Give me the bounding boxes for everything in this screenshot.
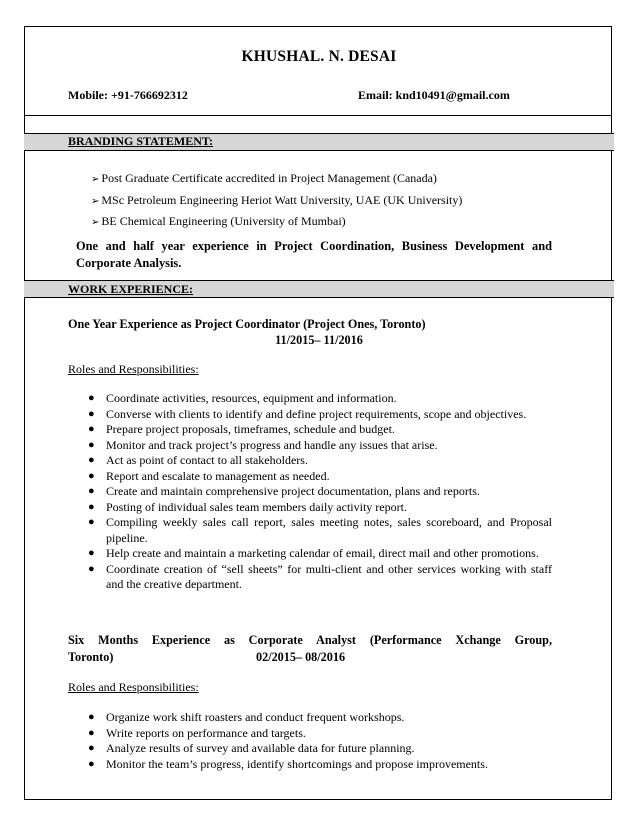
work-heading: WORK EXPERIENCE: [68,282,194,296]
list-item: ● Posting of individual sales team members daily activity report. [88,499,407,514]
roles-heading: Roles and Responsibilities: [68,362,199,376]
arrow-bullet-icon: ➢ [91,174,100,185]
bullet-icon: ● [88,454,95,466]
bullet-icon: ● [88,392,95,404]
job-dates: 02/2015– 08/2016 [256,650,346,664]
bullet-icon: ● [88,516,95,528]
job-title: One Year Experience as Project Coordinator (Project Ones, Toronto) [68,317,426,331]
bullet-icon: ● [88,469,95,482]
bullet-icon: ● [88,726,95,739]
qualification-item: ➢ BE Chemical Engineering (University of Mumbai) [91,214,346,228]
bullet-icon: ● [88,547,95,559]
list-item: ● Report and escalate to management as needed. [88,468,330,483]
list-item: ● Monitor the team’s progress, identify shortcomings and propose improvements. [88,756,488,771]
bullet-icon: ● [88,757,95,770]
experience-summary: One and half year experience in Project Coordination, Business Development and Corporate Analysis. [76,239,552,270]
list-item: ● Compiling weekly sales call report, sales meeting notes, sales scoreboard, and Proposal pipeline. [88,515,552,545]
responsibility-list [88,710,552,772]
bullet-icon: ● [88,485,95,497]
qualification-item: ➢ Post Graduate Certificate accredited in Project Management (Canada) [91,171,437,185]
bullet-icon: ● [88,711,95,723]
branding-heading: BRANDING STATEMENT: [68,134,214,148]
arrow-bullet-icon: ➢ [91,217,100,228]
job-dates: 11/2015– 11/2016 [275,333,363,347]
candidate-name: KHUSHAL. N. DESAI [241,48,397,65]
list-item: ● Analyze results of survey and available data for future planning. [88,741,415,755]
roles-heading: Roles and Responsibilities: [68,680,199,694]
bullet-icon: ● [88,562,95,575]
list-item: ● Converse with clients to identify and define project requirements, scope and objectives. [88,406,527,421]
responsibility-list [88,391,552,593]
bullet-icon: ● [88,742,95,754]
list-item: ● Coordinate creation of “sell sheets” for multi-client and other services working with staff and the creative department. [88,561,552,591]
list-item: ● Prepare project proposals, timeframes, schedule and budget. [88,422,395,436]
list-item: ● Write reports on performance and targets. [88,725,306,740]
list-item: ● Act as point of contact to all stakeholders. [88,453,308,467]
mobile-number: Mobile: +91-766692312 [68,88,188,102]
qualification-item: ➢ MSc Petroleum Engineering Heriot Watt University, UAE (UK University) [91,192,463,207]
bullet-icon: ● [88,438,95,451]
list-item: ● Create and maintain comprehensive project documentation, plans and reports. [88,484,480,498]
list-item: ● Monitor and track project’s progress and handle any issues that arise. [88,437,438,452]
header-divider [24,115,612,116]
list-item: ● Organize work shift roasters and conduct frequent workshops. [88,710,405,724]
arrow-bullet-icon: ➢ [91,195,100,207]
email-address: Email: knd10491@gmail.com [358,88,510,102]
bullet-icon: ● [88,423,95,435]
bullet-icon: ● [88,500,95,513]
job-title: Six Months Experience as Corporate Analyst (Performance Xchange Group, Toronto) 02/2015– 08/2016 [68,633,552,664]
bullet-icon: ● [88,407,95,420]
qualification-list [91,168,462,233]
list-item: ● Coordinate activities, resources, equipment and information. [88,391,397,405]
list-item: ● Help create and maintain a marketing calendar of email, direct mail and other promotions. [88,546,539,560]
